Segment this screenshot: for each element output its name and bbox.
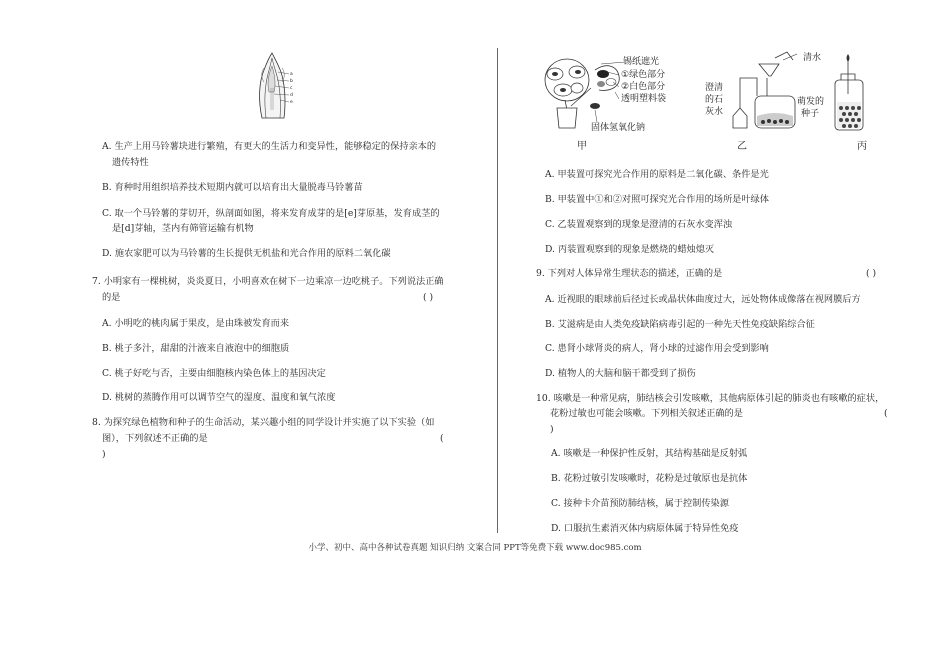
q6-option-d: D. 施农家肥可以为马铃薯的生长提供无机盐和光合作用的原料二氧化碳 — [102, 248, 391, 259]
setup-yi-drawing — [733, 52, 797, 128]
bud-label-e: e — [290, 100, 293, 105]
q9-option-b: B. 艾滋病是由人类免疫缺陷病毒引起的一种先天性免疫缺陷综合征 — [545, 319, 815, 330]
bud-label-d: d — [290, 93, 293, 98]
q10-stem-line1: 10. 咳嗽是一种常见病，肺结核会引发咳嗽，其他病原体引起的肺炎也有咳嗽的症状， — [536, 393, 885, 404]
q8-stem-line2: 图），下列叙述不正确的是 — [102, 433, 208, 444]
label-green-part: ①绿色部分 — [621, 70, 666, 80]
q6-option-b: B. 育种时用组织培养技术短期内就可以培育出大量脱毒马铃薯苗 — [102, 182, 363, 193]
experiment-figure — [535, 50, 875, 155]
label-foil: 锡纸遮光 — [623, 57, 660, 67]
setup-bing-drawing — [835, 54, 863, 130]
q8-option-c: C. 乙装置观察到的现象是澄清的石灰水变浑浊 — [545, 219, 733, 230]
q8-option-b: B. 甲装置中①和②对照可探究光合作用的场所是叶绿体 — [545, 194, 769, 205]
q9-stem: 9. 下列对人体异常生理状态的描述，正确的是 — [536, 268, 723, 279]
setup-jia-drawing — [545, 59, 625, 128]
q7-option-a: A. 小明吃的桃肉属于果皮，是由珠被发育而来 — [102, 318, 290, 329]
label-white-part: ②白色部分 — [621, 82, 666, 92]
q10-option-a: A. 咳嗽是一种保护性反射，其结构基础是反射弧 — [551, 448, 748, 459]
q7-option-b: B. 桃子多汁，甜甜的汁液来自液泡中的细胞质 — [102, 343, 290, 354]
label-limewater-2: 的石 — [705, 95, 724, 105]
q8-stem-line1: 8. 为探究绿色植物和种子的生命活动，某兴趣小组的同学设计并实施了以下实验（如 — [92, 417, 435, 428]
q10-option-c: C. 接种卡介苗预防肺结核，属于控制传染源 — [551, 498, 729, 509]
q8-option-d: D. 丙装置观察到的现象是燃烧的蜡烛熄灭 — [545, 244, 715, 255]
label-clear-water: 清水 — [803, 53, 822, 63]
label-germinating-seeds-1: 萌发的 — [797, 97, 825, 107]
bud-label-b: b — [290, 79, 293, 84]
q7-stem-line2: 的是 — [102, 292, 121, 303]
q7-option-d: D. 桃树的蒸腾作用可以调节空气的湿度、温度和氧气浓度 — [102, 392, 336, 403]
q9-option-a: A. 近视眼的眼球前后径过长或晶状体曲度过大，远处物体成像落在视网膜后方 — [545, 294, 861, 305]
label-germinating-seeds-2: 种子 — [801, 109, 820, 119]
caption-yi: 乙 — [737, 141, 747, 152]
q7-stem-line1: 7. 小明家有一棵桃树，炎炎夏日，小明喜欢在树下一边乘凉一边吃桃子。下列说法正确 — [92, 276, 444, 287]
q8-option-a: A. 甲装置可探究光合作用的原料是二氧化碳、条件是光 — [545, 169, 769, 180]
q10-option-b: B. 花粉过敏引发咳嗽时，花粉是过敏原也是抗体 — [551, 473, 748, 484]
label-limewater-1: 澄清 — [705, 83, 724, 93]
q8-answer-bracket-open: ( — [440, 433, 444, 444]
bud-label-a: a — [290, 72, 293, 77]
q10-answer-bracket-open: ( — [884, 408, 888, 419]
q10-option-d: D. 口服抗生素消灭体内病原体属于特异性免疫 — [551, 523, 739, 534]
q9-answer-bracket: ( ) — [866, 268, 877, 279]
q7-answer-bracket: ( ) — [423, 292, 434, 303]
label-limewater-3: 灰水 — [705, 107, 724, 117]
q6-option-a-line2: 遗传特性 — [112, 157, 149, 168]
q9-option-c: C. 患肾小球肾炎的病人，肾小球的过滤作用会受到影响 — [545, 343, 769, 354]
q6-option-c-line2: 是[d]芽轴，茎内有筛管运输有机物 — [112, 223, 254, 234]
page-footer: 小学、初中、高中各种试卷真题 知识归纳 文案合同 PPT等免费下载 www.doc985.com — [308, 543, 642, 553]
q6-option-a-line1: A. 生产上用马铃薯块进行繁殖，有更大的生活力和变异性，能够稳定的保持亲本的 — [102, 141, 437, 152]
label-naoh: 固体氢氧化钠 — [591, 123, 646, 133]
label-plastic-bag: 透明塑料袋 — [621, 94, 667, 104]
caption-jia: 甲 — [577, 141, 587, 152]
q9-option-d: D. 植物人的大脑和脑干都受到了损伤 — [545, 368, 696, 379]
q8-answer-bracket-close: ) — [102, 449, 106, 460]
q7-option-c: C. 桃子好吃与否，主要由细胞核内染色体上的基因决定 — [102, 368, 326, 379]
potato-bud-figure — [252, 52, 300, 120]
q6-option-c-line1: C. 取一个马铃薯的芽切开，纵剖面如图，将来发育成芽的是[e]芽原基，发育成茎的 — [102, 208, 440, 219]
q10-answer-bracket-close: ) — [550, 424, 554, 435]
caption-bing: 丙 — [857, 141, 867, 152]
column-divider — [497, 48, 498, 533]
q10-stem-line2: 花粉过敏也可能会咳嗽。下列相关叙述正确的是 — [550, 408, 743, 419]
bud-label-c: c — [290, 86, 293, 91]
